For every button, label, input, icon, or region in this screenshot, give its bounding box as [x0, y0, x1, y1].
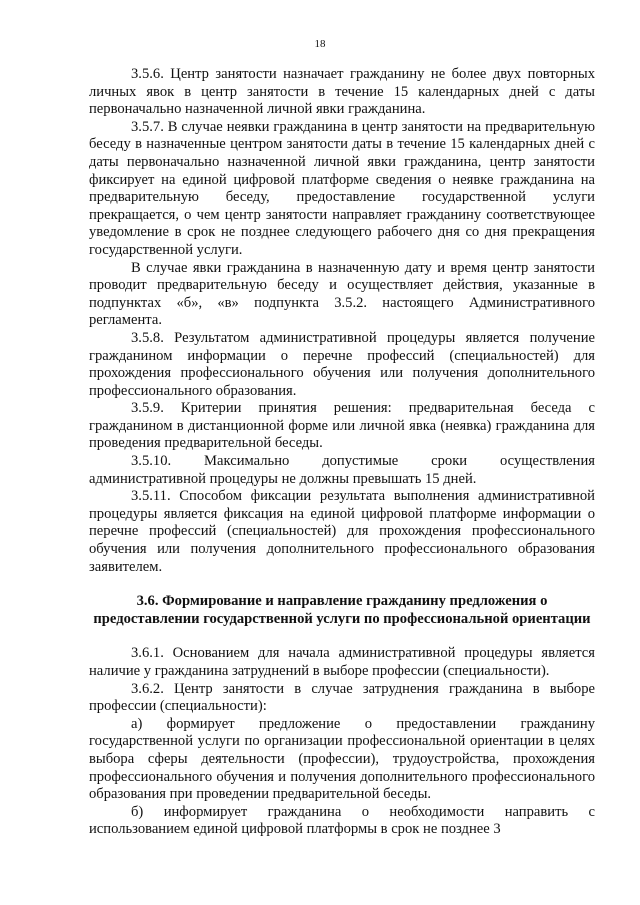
- paragraph-3-5-8: 3.5.8. Результатом административной процедуры является получение гражданином информации о перечне профессий (специальностей) для прохождения профессионального обучения или получения дополнительного профессионального образования.: [89, 329, 595, 399]
- paragraph-attendance: В случае явки гражданина в назначенную дату и время центр занятости проводит предварительную беседу и осуществляет действия, указанные в подпунктах «б», «в» подпункта 3.5.2. настоящего Административного регламента.: [89, 259, 595, 329]
- paragraph-3-5-10: 3.5.10. Максимально допустимые сроки осуществления административной процедуры не должны превышать 15 дней.: [89, 453, 595, 487]
- page-number: 18: [314, 38, 326, 50]
- paragraph-item-b: б) информирует гражданина о необходимости направить с использованием единой цифровой платформы в срок не позднее 3: [89, 803, 595, 838]
- paragraph-3-5-9: 3.5.9. Критерии принятия решения: предварительная беседа с гражданином в дистанционной форме или личной явка (неявка) гражданина для проведения предварительной беседы.: [89, 400, 595, 452]
- paragraph-3-6-2: 3.6.2. Центр занятости в случае затруднения гражданина в выборе профессии (специальности):: [89, 680, 595, 715]
- paragraph-item-a: а) формирует предложение о предоставлении гражданину государственной услуги по организации профессиональной ориентации в целях выбора сферы деятельности (профессии), трудоустройства, прохождения профессионального обучения и получения дополнительного профессионального образования при проведении предварительной беседы.: [89, 715, 595, 803]
- section-heading-3-6: 3.6. Формирование и направление гражданину предложения о предоставлении государственной услуги по профессиональной ориентации: [93, 593, 591, 627]
- document-body: [89, 66, 595, 839]
- paragraph-3-5-6: 3.5.6. Центр занятости назначает гражданину не более двух повторных личных явок в центр занятости в течение 15 календарных дней с даты первоначально назначенной личной явки гражданина.: [89, 66, 595, 118]
- paragraph-3-5-11: 3.5.11. Способом фиксации результата выполнения административной процедуры является фиксация на единой цифровой платформе информации о перечне профессий (специальностей) для прохождения профессионального обучения или получения дополнительного профессионального образования заявителем.: [89, 488, 595, 575]
- paragraph-3-5-7: 3.5.7. В случае неявки гражданина в центр занятости на предварительную беседу в назначенные центром занятости даты в течение 15 календарных дней с даты первоначально назначенной личной явки гражданина, центр занятости фиксирует на единой цифровой платформе сведения о неявке гражданина на предварительную беседу, предоставление государственной услуги прекращается, о чем центр занятости направляет гражданину соответствующее уведомление в срок не позднее следующего рабочего дня со дня прекращения государственной услуги.: [89, 118, 595, 258]
- paragraph-3-6-1: 3.6.1. Основанием для начала административной процедуры является наличие у гражданина затруднений в выборе профессии (специальности).: [89, 645, 595, 679]
